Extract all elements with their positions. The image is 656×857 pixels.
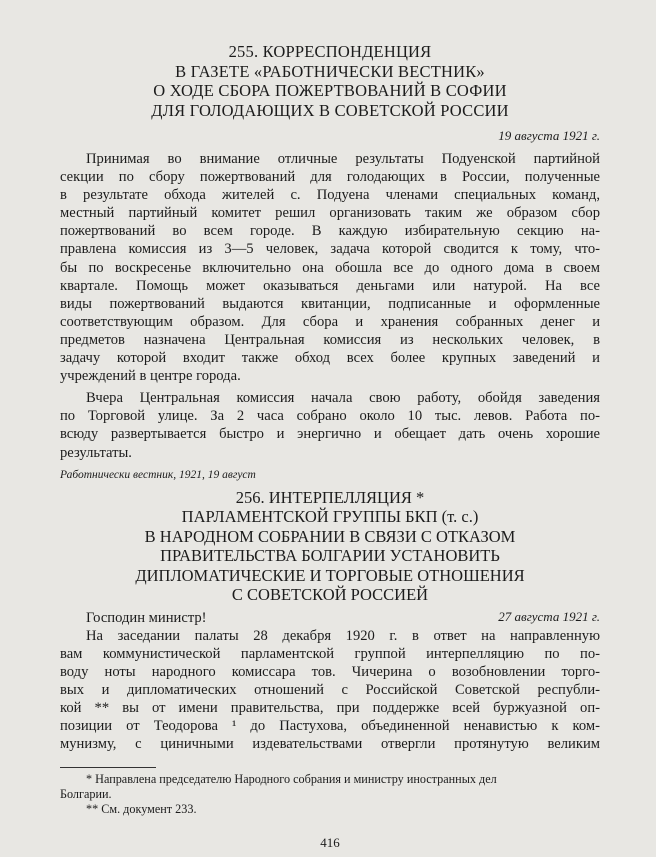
page-number: 416 — [320, 835, 340, 851]
doc-256-salutation: Господин министр! — [86, 609, 207, 626]
text-line: в результате обхода жителей с. Подуена членами специальных команд, — [60, 187, 600, 204]
text-line: по Торговой улице. За 2 часа собрано около 10 тыс. левов. Работа по- — [60, 408, 600, 425]
text-line: секции по сбору пожертвований для голодающих в России, полученные — [60, 169, 600, 186]
text-line: соответствующим образом. Для сбора и хранения собранных денег и — [60, 313, 600, 330]
footnote-line: Болгарии. — [60, 787, 112, 802]
text-line: бы по воскресенье включительно она обошла все до одного дома в своем — [60, 259, 600, 276]
doc-255-title-line: О ХОДЕ СБОРА ПОЖЕРТВОВАНИЙ В СОФИИ — [153, 81, 507, 100]
doc-255-title — [60, 42, 600, 120]
text-line: позиции от Теодорова ¹ до Пастухова, объединенной ненавистью к ком- — [60, 718, 600, 735]
text-line: вам коммунистической парламентской группой интерпелляцию по по- — [60, 645, 600, 662]
page-content — [60, 42, 600, 851]
footnote-line: ** См. документ 233. — [86, 802, 197, 817]
doc-255-paragraph-1 — [60, 150, 600, 385]
text-line: всюду развертывается быстро и энергично и обещает дать очень хорошие — [60, 426, 600, 443]
text-line: результаты. — [60, 444, 132, 461]
doc-255-paragraph-2 — [60, 389, 600, 461]
doc-255-source: Работнически вестник, 1921, 19 август — [60, 468, 256, 481]
text-line: учреждений в центре города. — [60, 368, 241, 385]
text-line: пожертвований во всем городе. В каждую избирательную секцию на- — [60, 223, 600, 240]
footnotes — [60, 772, 600, 817]
doc-256-title-line: В НАРОДНОМ СОБРАНИИ В СВЯЗИ С ОТКАЗОМ — [144, 526, 516, 546]
footnote-divider — [60, 767, 156, 768]
text-line: кой ** вы от имени правительства, при поддержке всей буржуазной оп- — [60, 699, 600, 716]
doc-256-title-line: ДИПЛОМАТИЧЕСКИЕ И ТОРГОВЫЕ ОТНОШЕНИЯ — [135, 565, 525, 585]
doc-256-title-line: ПРАВИТЕЛЬСТВА БОЛГАРИИ УСТАНОВИТЬ — [160, 546, 500, 566]
text-line: виды пожертвований выдаются квитанции, подписанные и оформленные — [60, 295, 600, 312]
text-line: воду ноты народного комиссара тов. Чичерина о возобновлении торго- — [60, 663, 600, 680]
doc-256-title-line: 256. ИНТЕРПЕЛЛЯЦИЯ * — [235, 487, 425, 507]
text-line: правлена комиссия из 3—5 человек, задача которой сводится к тому, что- — [60, 241, 600, 258]
doc-256-paragraph-1 — [60, 627, 600, 754]
text-line: Вчера Центральная комиссия начала свою работу, обойдя заведения — [86, 390, 600, 407]
doc-255-date: 19 августа 1921 г. — [498, 128, 600, 143]
doc-255-title-line: В ГАЗЕТЕ «РАБОТНИЧЕСКИ ВЕСТНИК» — [175, 61, 485, 81]
text-line: вых и дипломатических отношений с Российской Советской республи- — [60, 681, 600, 698]
doc-256-date: 27 августа 1921 г. — [498, 608, 600, 624]
text-line: На заседании палаты 28 декабря 1920 г. в ответ на направленную — [86, 627, 600, 644]
doc-256-title — [60, 488, 600, 605]
text-line: предметов назначена Центральная комиссия из нескольких человек, в — [60, 331, 600, 348]
doc-255-title-line: ДЛЯ ГОЛОДАЮЩИХ В СОВЕТСКОЙ РОССИИ — [151, 100, 509, 120]
footnote-line: * Направлена председателю Народного собрания и министру иностранных дел — [86, 772, 497, 787]
text-line: квартале. Помощь может оказываться деньгами или натурой. На все — [60, 277, 600, 294]
doc-256-title-line: ПАРЛАМЕНТСКОЙ ГРУППЫ БКП (т. с.) — [181, 507, 479, 527]
doc-255-title-line: 255. КОРРЕСПОНДЕНЦИЯ — [228, 42, 432, 61]
text-line: местный партийный комитет решил организовать таким же образом сбор — [60, 205, 600, 222]
text-line: Принимая во внимание отличные результаты Подуенской партийной — [86, 151, 600, 167]
doc-256-title-line: С СОВЕТСКОЙ РОССИЕЙ — [231, 585, 429, 605]
text-line: задачу которой входит также обход всех более крупных заведений и — [60, 350, 600, 367]
text-line: мунизму, с циничными издевательствами отвергли протянутую великим — [60, 736, 600, 753]
